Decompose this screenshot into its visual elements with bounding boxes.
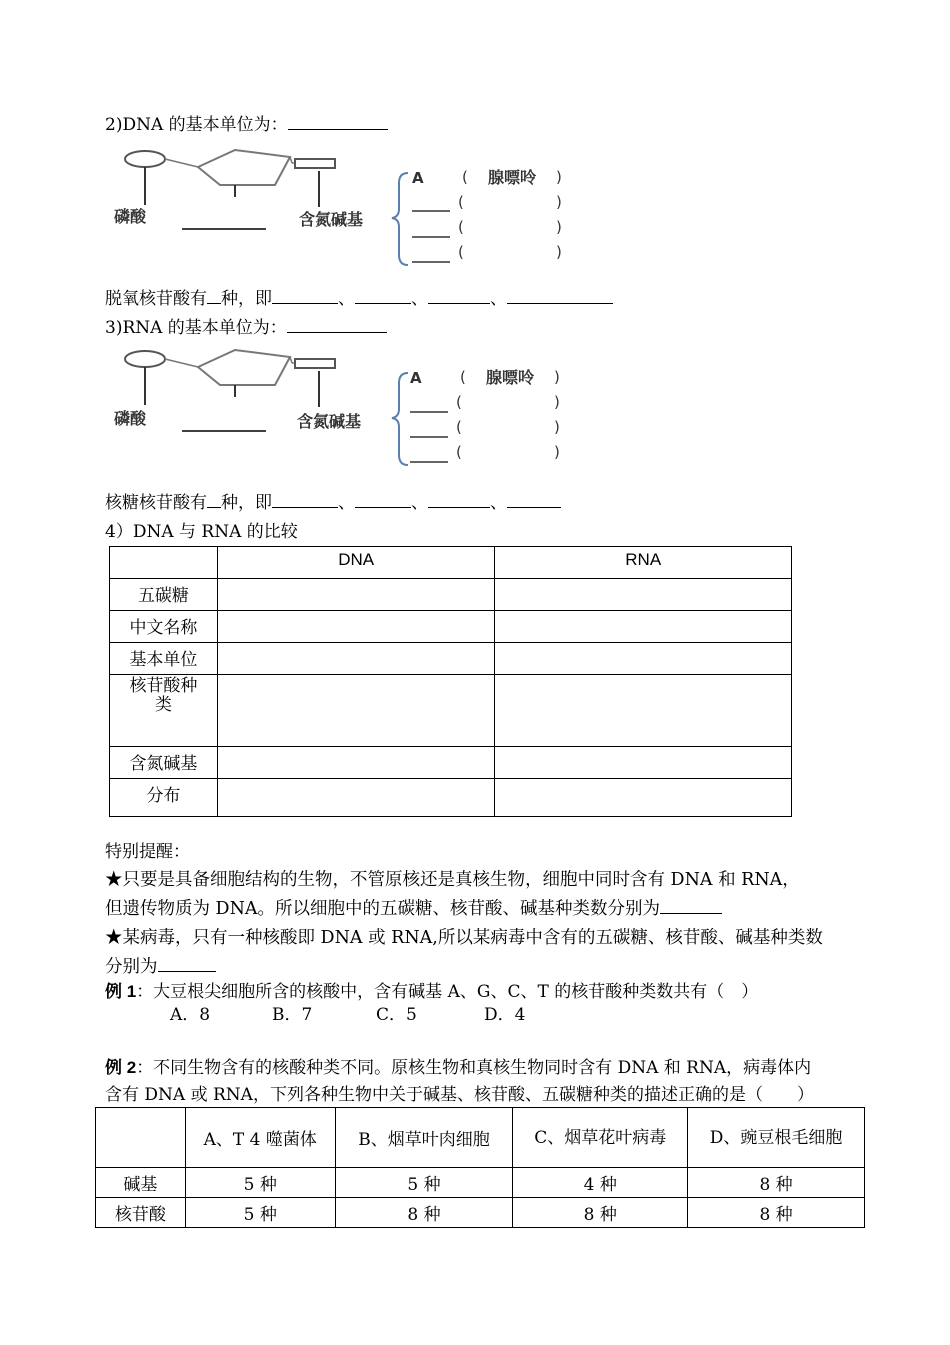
svg-text:(: ( xyxy=(456,418,462,436)
option-d-header[interactable]: D、豌豆根毛细胞 xyxy=(688,1108,865,1168)
answer-cell[interactable] xyxy=(495,611,792,643)
table-cell: 4 种 xyxy=(513,1168,688,1198)
table-cell: 5 种 xyxy=(335,1168,513,1198)
answer-cell[interactable] xyxy=(495,675,792,747)
brace xyxy=(392,373,408,465)
example1-options xyxy=(170,1000,525,1025)
reminder-p1-line1: ★只要是具备细胞结构的生物，不管原核还是真核生物，细胞中同时含有 DNA 和 RNA， xyxy=(105,870,800,890)
answer-cell[interactable] xyxy=(495,579,792,611)
base-rect xyxy=(295,359,335,368)
answer-cell[interactable] xyxy=(217,675,495,747)
answer-cell[interactable] xyxy=(217,643,495,675)
svg-text:(: ( xyxy=(458,243,464,261)
brace xyxy=(392,173,408,265)
section2-heading: 2)DNA 的基本单位为： xyxy=(105,110,388,135)
option-d[interactable]: D．4 xyxy=(484,1005,526,1025)
phosphate-circle xyxy=(125,351,165,367)
dna-nucleotide-diagram xyxy=(100,145,580,275)
example1-question: 例 1：大豆根尖细胞所含的核酸中，含有碱基 A、G、C、T 的核苷酸种类数共有（ ） xyxy=(105,982,759,1002)
section3-heading: 3)RNA 的基本单位为： xyxy=(105,313,387,338)
svg-text:(: ( xyxy=(456,393,462,411)
row-label: 分布 xyxy=(110,779,218,817)
svg-text:): ) xyxy=(554,443,560,461)
example2-line1: 例 2：不同生物含有的核酸种类不同。原核生物和真核生物同时含有 DNA 和 RNA，病毒体内 xyxy=(105,1058,812,1078)
table-cell: 8 种 xyxy=(335,1198,513,1228)
first-base-letter: A xyxy=(410,369,422,387)
answer-cell[interactable] xyxy=(495,779,792,817)
svg-text:): ) xyxy=(556,218,562,236)
row-label: 含氮碱基 xyxy=(110,747,218,779)
option-c-header[interactable]: C、烟草花叶病毒 xyxy=(513,1108,688,1168)
table-corner xyxy=(96,1108,186,1168)
svg-text:): ) xyxy=(554,418,560,436)
answer-cell[interactable] xyxy=(217,611,495,643)
reminder-p2-line2: 分别为 xyxy=(105,953,216,978)
dna-rna-comparison-table xyxy=(109,546,792,817)
table-cell: 8 种 xyxy=(513,1198,688,1228)
row-label: 碱基 xyxy=(96,1168,186,1198)
svg-text:): ) xyxy=(556,243,562,261)
blank[interactable] xyxy=(287,318,387,333)
table-cell: 5 种 xyxy=(185,1198,335,1228)
table-corner xyxy=(110,547,218,579)
table-cell: 8 种 xyxy=(688,1168,865,1198)
rna-nucleotide-diagram xyxy=(100,345,580,475)
col-rna: RNA xyxy=(495,547,792,579)
reminder-p2-line1: ★某病毒，只有一种核酸即 DNA 或 RNA,所以某病毒中含有的五碳糖、核苷酸、碱基种类数 xyxy=(105,928,823,948)
svg-text:(: ( xyxy=(460,368,466,386)
row-label: 核苷酸 xyxy=(96,1198,186,1228)
star-icon: ★ xyxy=(105,870,123,890)
example2-line2: 含有 DNA 或 RNA，下列各种生物中关于碱基、核苷酸、五碳糖种类的描述正确的是（ ） xyxy=(105,1085,814,1105)
phosphate-label: 磷酸 xyxy=(114,207,147,226)
example2-table xyxy=(95,1107,865,1228)
svg-text:(: ( xyxy=(462,168,468,186)
svg-text:(: ( xyxy=(456,443,462,461)
reminder-title: 特别提醒： xyxy=(105,842,190,862)
answer-cell[interactable] xyxy=(495,747,792,779)
option-a-header[interactable]: A、T 4 噬菌体 xyxy=(185,1108,335,1168)
first-base-letter: A xyxy=(412,169,424,187)
svg-text:): ) xyxy=(556,168,562,186)
first-base-name: 腺嘌呤 xyxy=(486,368,535,387)
reminder-p1-line2: 但遗传物质为 DNA。所以细胞中的五碳糖、核苷酸、碱基种类数分别为 xyxy=(105,895,722,920)
answer-cell[interactable] xyxy=(217,747,495,779)
table-cell: 5 种 xyxy=(185,1168,335,1198)
svg-text:): ) xyxy=(556,193,562,211)
svg-text:): ) xyxy=(554,393,560,411)
blank[interactable] xyxy=(288,115,388,130)
base-label: 含氮碱基 xyxy=(297,412,362,431)
pentose-shape xyxy=(198,150,290,185)
answer-cell[interactable] xyxy=(217,779,495,817)
svg-text:(: ( xyxy=(458,218,464,236)
row-label: 基本单位 xyxy=(110,643,218,675)
svg-text:): ) xyxy=(554,368,560,386)
col-dna: DNA xyxy=(217,547,495,579)
answer-cell[interactable] xyxy=(217,579,495,611)
svg-text:(: ( xyxy=(458,193,464,211)
answer-cell[interactable] xyxy=(495,643,792,675)
option-b[interactable]: B．7 xyxy=(272,1005,313,1025)
option-c[interactable]: C．5 xyxy=(376,1005,417,1025)
row-label: 五碳糖 xyxy=(110,579,218,611)
section4-heading: 4）DNA 与 RNA 的比较 xyxy=(105,522,298,542)
base-rect xyxy=(295,159,335,168)
star-icon: ★ xyxy=(105,928,123,948)
option-a[interactable]: A．8 xyxy=(170,1005,211,1025)
row-label: 核苷酸种类 xyxy=(110,675,218,747)
option-b-header[interactable]: B、烟草叶肉细胞 xyxy=(335,1108,513,1168)
base-label: 含氮碱基 xyxy=(299,210,364,229)
table-cell: 8 种 xyxy=(688,1198,865,1228)
row-label: 中文名称 xyxy=(110,611,218,643)
phosphate-label: 磷酸 xyxy=(114,409,147,428)
phosphate-circle xyxy=(125,151,165,167)
dna-nucleotide-line: 脱氧核苷酸有 种，即 、 、 、 xyxy=(105,284,613,309)
first-base-name: 腺嘌呤 xyxy=(488,168,537,187)
pentose-shape xyxy=(198,350,290,385)
rna-nucleotide-line: 核糖核苷酸有 种，即 、 、 、 xyxy=(105,488,561,513)
